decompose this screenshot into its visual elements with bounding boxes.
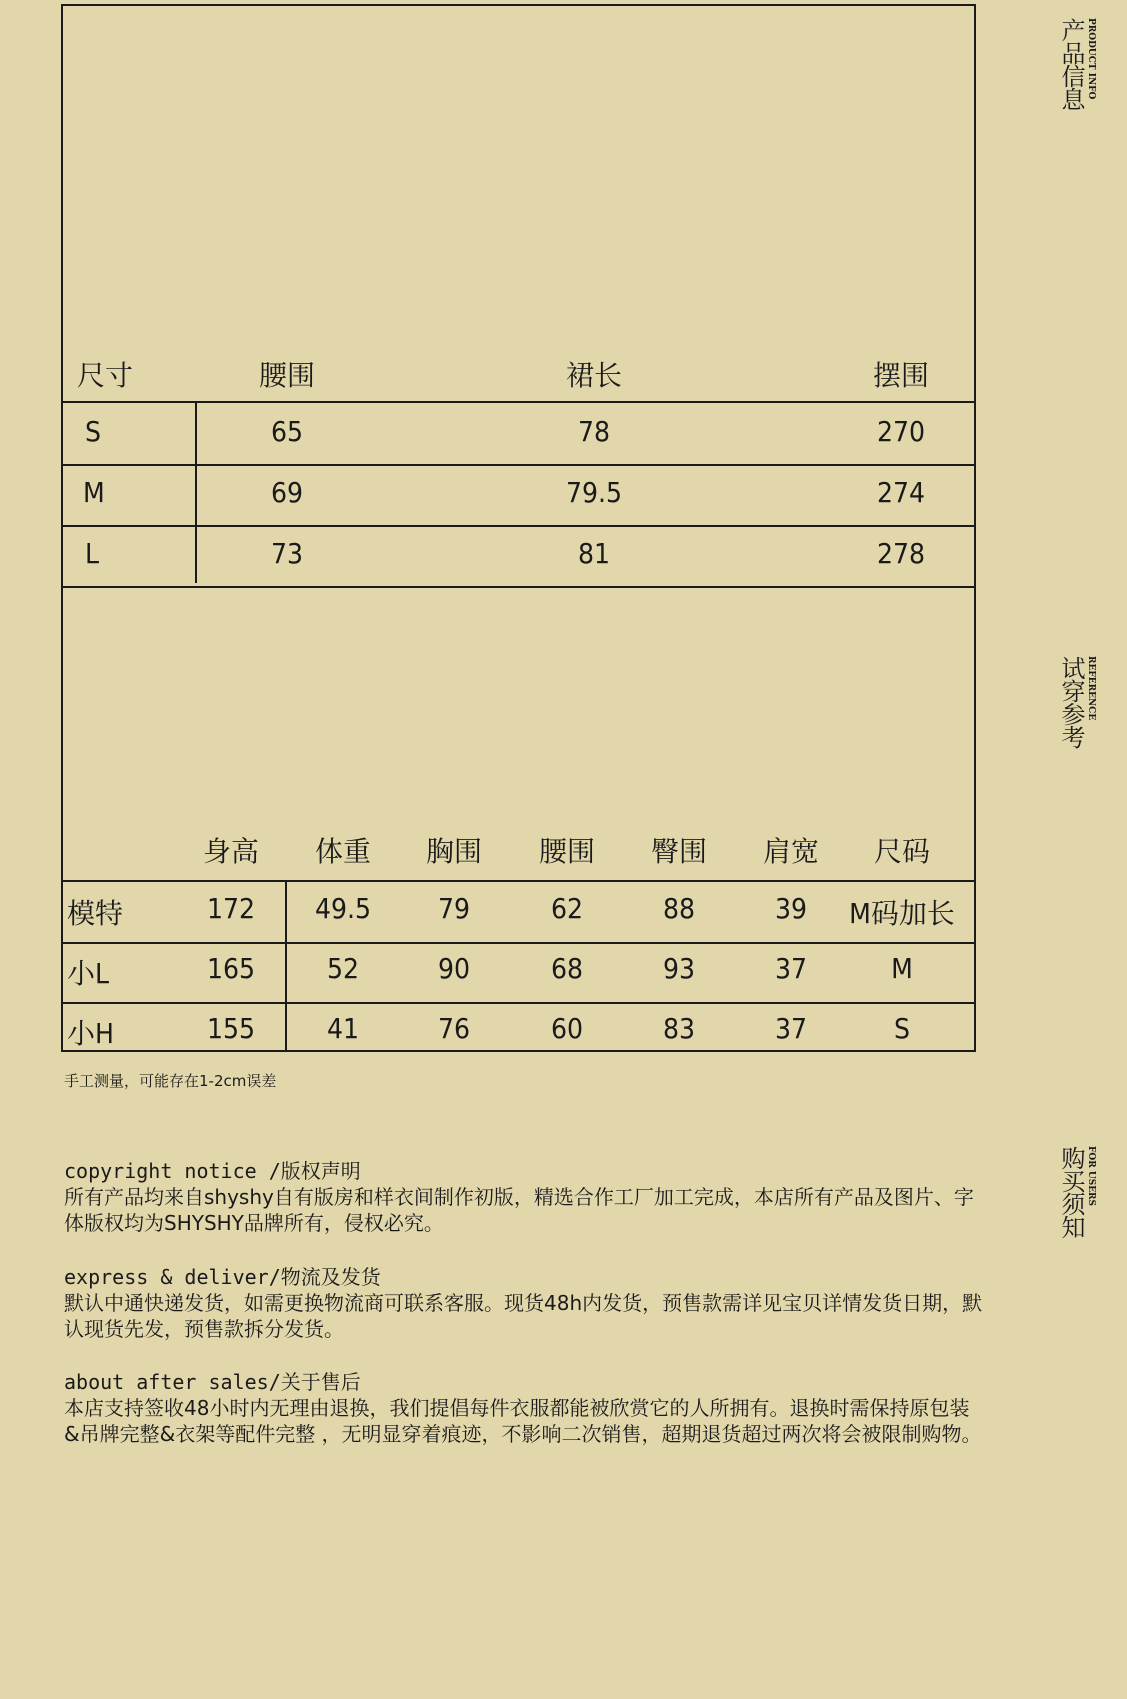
bust-cell: 79 bbox=[437, 892, 471, 925]
section-heading: express & deliver/物流及发货 bbox=[64, 1265, 381, 1289]
header-weight: 体重 bbox=[314, 835, 372, 868]
length-cell: 78 bbox=[577, 415, 611, 448]
height-cell: 155 bbox=[206, 1012, 256, 1045]
header-hem: 摆围 bbox=[872, 359, 930, 392]
measurement-note: 手工测量，可能存在1-2cm误差 bbox=[64, 1072, 277, 1090]
side-label-zh: 产品信息 bbox=[1057, 18, 1085, 110]
section-body: 所有产品均来自shyshy自有版房和样衣间制作初版，精选合作工厂加工完成，本店所有产品及图片、字体版权均为SHYSHY品牌所有，侵权必究。 bbox=[64, 1185, 974, 1235]
hem-cell: 278 bbox=[876, 537, 926, 570]
hip-cell: 93 bbox=[662, 952, 696, 985]
waist-cell: 62 bbox=[550, 892, 584, 925]
waist-cell: 68 bbox=[550, 952, 584, 985]
table-row bbox=[63, 464, 974, 527]
name-cell: 模特 bbox=[67, 897, 124, 930]
copyright-section bbox=[64, 1158, 984, 1236]
table-row bbox=[63, 882, 974, 944]
delivery-section bbox=[64, 1264, 984, 1342]
section-body: 默认中通快递发货，如需更换物流商可联系客服。现货48h内发货，预售款需详见宝贝详情发货日期，默认现货先发，预售款拆分发货。 bbox=[64, 1291, 983, 1341]
shoulder-cell: 39 bbox=[774, 892, 808, 925]
side-label-en: PRODUCT INFO bbox=[1086, 18, 1096, 100]
table-row bbox=[63, 403, 974, 466]
size-cell: M码加长 bbox=[849, 897, 955, 930]
waist-cell: 73 bbox=[270, 537, 304, 570]
length-cell: 81 bbox=[577, 537, 611, 570]
waist-cell: 60 bbox=[550, 1012, 584, 1045]
size-cell: M bbox=[891, 952, 913, 985]
header-waist: 腰围 bbox=[258, 359, 316, 392]
hem-cell: 270 bbox=[876, 415, 926, 448]
size-cell: M bbox=[83, 476, 105, 509]
bust-cell: 76 bbox=[437, 1012, 471, 1045]
length-cell: 79.5 bbox=[565, 476, 623, 509]
info-frame bbox=[61, 4, 976, 1052]
size-table-header bbox=[63, 346, 974, 403]
side-label-en: REFERENCE bbox=[1086, 656, 1096, 721]
shoulder-cell: 37 bbox=[774, 952, 808, 985]
weight-cell: 52 bbox=[326, 952, 360, 985]
name-cell: 小L bbox=[67, 957, 110, 990]
header-hip: 臀围 bbox=[650, 835, 708, 868]
side-label-for-users bbox=[1058, 1146, 1096, 1238]
header-shoulder: 肩宽 bbox=[762, 835, 820, 868]
size-column-divider bbox=[195, 401, 197, 583]
weight-cell: 41 bbox=[326, 1012, 360, 1045]
size-cell: L bbox=[85, 537, 100, 570]
hip-cell: 83 bbox=[662, 1012, 696, 1045]
bust-cell: 90 bbox=[437, 952, 471, 985]
height-cell: 172 bbox=[206, 892, 256, 925]
size-cell: S bbox=[894, 1012, 910, 1045]
section-body: 本店支持签收48小时内无理由退换，我们提倡每件衣服都能被欣赏它的人所拥有。退换时需保持原包装&吊牌完整&衣架等配件完整 ，无明显穿着痕迹，不影响二次销售，超期退货超过两次将会被限制购物。 bbox=[64, 1396, 982, 1446]
side-label-zh: 试穿参考 bbox=[1057, 656, 1085, 748]
model-table-header bbox=[63, 824, 974, 882]
section-heading: copyright notice /版权声明 bbox=[64, 1159, 361, 1183]
side-label-product-info bbox=[1058, 18, 1096, 110]
header-size: 尺寸 bbox=[77, 359, 134, 392]
after-sales-section bbox=[64, 1369, 984, 1447]
name-cell: 小H bbox=[67, 1017, 114, 1050]
waist-cell: 69 bbox=[270, 476, 304, 509]
header-length: 裙长 bbox=[565, 359, 623, 392]
header-waist: 腰围 bbox=[538, 835, 596, 868]
weight-cell: 49.5 bbox=[314, 892, 372, 925]
shoulder-cell: 37 bbox=[774, 1012, 808, 1045]
side-label-reference bbox=[1058, 656, 1096, 748]
table-row bbox=[63, 1002, 974, 1062]
hem-cell: 274 bbox=[876, 476, 926, 509]
header-size: 尺码 bbox=[873, 835, 931, 868]
table-row bbox=[63, 525, 974, 588]
hip-cell: 88 bbox=[662, 892, 696, 925]
header-bust: 胸围 bbox=[425, 835, 483, 868]
waist-cell: 65 bbox=[270, 415, 304, 448]
size-cell: S bbox=[85, 415, 101, 448]
table-row bbox=[63, 942, 974, 1004]
header-height: 身高 bbox=[202, 835, 260, 868]
name-column-divider bbox=[285, 880, 287, 1052]
side-label-en: FOR USERS bbox=[1086, 1146, 1096, 1207]
height-cell: 165 bbox=[206, 952, 256, 985]
section-heading: about after sales/关于售后 bbox=[64, 1370, 361, 1394]
side-label-zh: 购买须知 bbox=[1057, 1146, 1085, 1238]
